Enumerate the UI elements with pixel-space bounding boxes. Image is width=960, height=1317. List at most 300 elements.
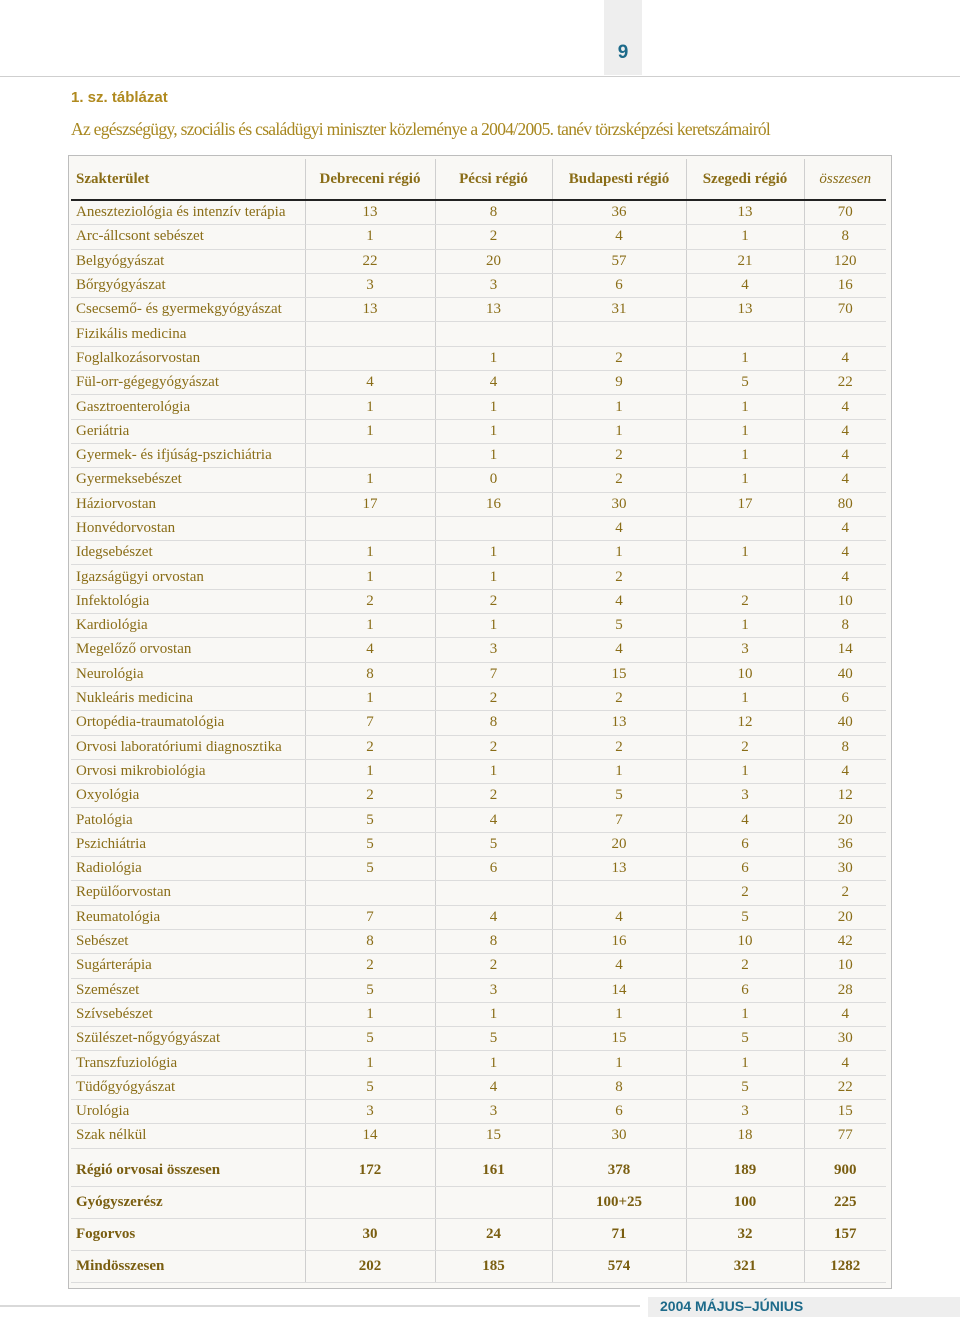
value-cell: 2 bbox=[552, 443, 686, 467]
value-cell: 13 bbox=[686, 298, 804, 322]
table-row bbox=[71, 249, 886, 273]
value-cell: 2 bbox=[305, 954, 435, 978]
table-row bbox=[71, 857, 886, 881]
row-label-cell: Mindösszesen bbox=[71, 1250, 305, 1282]
table-row bbox=[71, 978, 886, 1002]
value-cell: 10 bbox=[804, 589, 886, 613]
value-cell: 57 bbox=[552, 249, 686, 273]
value-cell: 4 bbox=[435, 1075, 552, 1099]
table-body bbox=[71, 200, 886, 1282]
value-cell bbox=[686, 565, 804, 589]
table-row bbox=[71, 225, 886, 249]
value-cell: 157 bbox=[804, 1218, 886, 1250]
value-cell: 1 bbox=[686, 419, 804, 443]
value-cell: 3 bbox=[305, 273, 435, 297]
row-label-cell: Reumatológia bbox=[71, 905, 305, 929]
table-row bbox=[71, 784, 886, 808]
value-cell: 1 bbox=[686, 1002, 804, 1026]
value-cell: 4 bbox=[552, 954, 686, 978]
row-label-cell: Infektológia bbox=[71, 589, 305, 613]
value-cell: 1 bbox=[435, 346, 552, 370]
row-label-cell: Aneszteziológia és intenzív terápia bbox=[71, 200, 305, 225]
table-header-row bbox=[71, 159, 886, 200]
row-label-cell: Arc-állcsont sebészet bbox=[71, 225, 305, 249]
value-cell bbox=[435, 322, 552, 346]
summary-row bbox=[71, 1218, 886, 1250]
value-cell: 5 bbox=[305, 808, 435, 832]
value-cell: 0 bbox=[435, 468, 552, 492]
value-cell: 20 bbox=[435, 249, 552, 273]
summary-row bbox=[71, 1155, 886, 1187]
value-cell: 8 bbox=[435, 711, 552, 735]
value-cell: 2 bbox=[686, 735, 804, 759]
table-row bbox=[71, 1002, 886, 1026]
value-cell: 1 bbox=[305, 686, 435, 710]
row-label-cell: Urológia bbox=[71, 1099, 305, 1123]
value-cell: 225 bbox=[804, 1186, 886, 1218]
value-cell: 2 bbox=[686, 589, 804, 613]
value-cell: 14 bbox=[804, 638, 886, 662]
col-header-osszesen: összesen bbox=[804, 159, 886, 200]
table-row bbox=[71, 298, 886, 322]
value-cell: 3 bbox=[435, 273, 552, 297]
table-row bbox=[71, 905, 886, 929]
value-cell: 4 bbox=[804, 346, 886, 370]
value-cell: 2 bbox=[435, 225, 552, 249]
col-header-szakterulet: Szakterület bbox=[71, 159, 305, 200]
value-cell: 2 bbox=[305, 589, 435, 613]
value-cell: 185 bbox=[435, 1250, 552, 1282]
row-label-cell: Radiológia bbox=[71, 857, 305, 881]
value-cell: 40 bbox=[804, 711, 886, 735]
value-cell: 5 bbox=[305, 1075, 435, 1099]
table-row bbox=[71, 614, 886, 638]
value-cell: 3 bbox=[686, 1099, 804, 1123]
value-cell: 1 bbox=[435, 614, 552, 638]
row-label-cell: Fizikális medicina bbox=[71, 322, 305, 346]
value-cell: 4 bbox=[686, 273, 804, 297]
table-row bbox=[71, 662, 886, 686]
value-cell: 71 bbox=[552, 1218, 686, 1250]
value-cell: 30 bbox=[305, 1218, 435, 1250]
row-label-cell: Nukleáris medicina bbox=[71, 686, 305, 710]
value-cell: 1 bbox=[686, 686, 804, 710]
value-cell: 1 bbox=[435, 759, 552, 783]
row-label-cell: Patológia bbox=[71, 808, 305, 832]
value-cell: 1 bbox=[552, 1002, 686, 1026]
row-label-cell: Tüdőgyógyászat bbox=[71, 1075, 305, 1099]
row-label-cell: Szülészet-nőgyógyászat bbox=[71, 1027, 305, 1051]
value-cell: 2 bbox=[686, 954, 804, 978]
value-cell: 4 bbox=[804, 516, 886, 540]
row-label-cell: Oxyológia bbox=[71, 784, 305, 808]
value-cell: 1 bbox=[552, 759, 686, 783]
table-row bbox=[71, 371, 886, 395]
table-row bbox=[71, 200, 886, 225]
value-cell: 13 bbox=[305, 298, 435, 322]
value-cell: 12 bbox=[804, 784, 886, 808]
value-cell: 1 bbox=[305, 614, 435, 638]
value-cell: 1 bbox=[435, 443, 552, 467]
value-cell: 13 bbox=[686, 200, 804, 225]
value-cell: 6 bbox=[552, 1099, 686, 1123]
value-cell bbox=[305, 881, 435, 905]
value-cell: 100 bbox=[686, 1186, 804, 1218]
value-cell: 8 bbox=[804, 735, 886, 759]
value-cell: 4 bbox=[804, 565, 886, 589]
value-cell: 2 bbox=[435, 589, 552, 613]
row-label-cell: Csecsemő- és gyermekgyógyászat bbox=[71, 298, 305, 322]
value-cell: 4 bbox=[552, 516, 686, 540]
value-cell: 30 bbox=[804, 857, 886, 881]
table-row bbox=[71, 1075, 886, 1099]
value-cell: 30 bbox=[552, 492, 686, 516]
value-cell: 17 bbox=[686, 492, 804, 516]
row-label-cell: Gyermek- és ifjúság-pszichiátria bbox=[71, 443, 305, 467]
page-number: 9 bbox=[617, 42, 629, 63]
value-cell: 4 bbox=[552, 225, 686, 249]
value-cell: 4 bbox=[804, 419, 886, 443]
value-cell: 40 bbox=[804, 662, 886, 686]
row-label-cell: Fogorvos bbox=[71, 1218, 305, 1250]
header-rule bbox=[0, 76, 960, 77]
value-cell: 15 bbox=[804, 1099, 886, 1123]
value-cell: 1 bbox=[686, 395, 804, 419]
value-cell: 1 bbox=[305, 759, 435, 783]
table-row bbox=[71, 1027, 886, 1051]
value-cell: 20 bbox=[804, 808, 886, 832]
row-label-cell: Foglalkozásorvostan bbox=[71, 346, 305, 370]
value-cell: 24 bbox=[435, 1218, 552, 1250]
value-cell: 10 bbox=[804, 954, 886, 978]
value-cell: 2 bbox=[804, 881, 886, 905]
value-cell: 13 bbox=[305, 200, 435, 225]
row-label-cell: Neurológia bbox=[71, 662, 305, 686]
table-row bbox=[71, 759, 886, 783]
value-cell: 42 bbox=[804, 929, 886, 953]
value-cell: 7 bbox=[305, 905, 435, 929]
value-cell bbox=[435, 1186, 552, 1218]
table-row bbox=[71, 808, 886, 832]
value-cell: 2 bbox=[686, 881, 804, 905]
value-cell: 70 bbox=[804, 298, 886, 322]
value-cell: 1 bbox=[305, 395, 435, 419]
table-row bbox=[71, 832, 886, 856]
value-cell: 14 bbox=[305, 1124, 435, 1148]
value-cell: 22 bbox=[804, 1075, 886, 1099]
value-cell: 36 bbox=[804, 832, 886, 856]
value-cell bbox=[435, 516, 552, 540]
value-cell: 8 bbox=[804, 225, 886, 249]
row-label-cell: Szak nélkül bbox=[71, 1124, 305, 1148]
value-cell: 1 bbox=[686, 1051, 804, 1075]
value-cell: 1 bbox=[435, 1051, 552, 1075]
value-cell: 4 bbox=[552, 905, 686, 929]
value-cell: 2 bbox=[552, 735, 686, 759]
value-cell bbox=[435, 881, 552, 905]
value-cell: 4 bbox=[804, 443, 886, 467]
row-label-cell: Geriátria bbox=[71, 419, 305, 443]
value-cell: 16 bbox=[435, 492, 552, 516]
value-cell: 3 bbox=[305, 1099, 435, 1123]
row-label-cell: Háziorvostan bbox=[71, 492, 305, 516]
value-cell: 13 bbox=[435, 298, 552, 322]
value-cell: 189 bbox=[686, 1155, 804, 1187]
value-cell: 321 bbox=[686, 1250, 804, 1282]
value-cell bbox=[804, 322, 886, 346]
value-cell: 4 bbox=[305, 638, 435, 662]
value-cell: 12 bbox=[686, 711, 804, 735]
table-title: Az egészségügy, szociális és családügyi miniszter közleménye a 2004/2005. tanév törzsképzési keretszámairól bbox=[71, 119, 771, 139]
table-row bbox=[71, 419, 886, 443]
value-cell: 900 bbox=[804, 1155, 886, 1187]
value-cell: 1 bbox=[305, 468, 435, 492]
col-header-pecsi: Pécsi régió bbox=[435, 159, 552, 200]
value-cell: 17 bbox=[305, 492, 435, 516]
value-cell: 4 bbox=[435, 808, 552, 832]
value-cell bbox=[686, 516, 804, 540]
value-cell: 1 bbox=[305, 565, 435, 589]
value-cell: 1 bbox=[686, 443, 804, 467]
value-cell: 1282 bbox=[804, 1250, 886, 1282]
value-cell bbox=[686, 322, 804, 346]
table-row bbox=[71, 954, 886, 978]
value-cell: 8 bbox=[552, 1075, 686, 1099]
value-cell: 13 bbox=[552, 711, 686, 735]
row-label-cell: Bőrgyógyászat bbox=[71, 273, 305, 297]
row-label-cell: Gyógyszerész bbox=[71, 1186, 305, 1218]
value-cell: 1 bbox=[686, 541, 804, 565]
value-cell: 5 bbox=[686, 905, 804, 929]
value-cell: 2 bbox=[552, 565, 686, 589]
summary-row bbox=[71, 1186, 886, 1218]
value-cell: 3 bbox=[435, 978, 552, 1002]
value-cell: 2 bbox=[305, 735, 435, 759]
value-cell: 5 bbox=[686, 371, 804, 395]
table-label: 1. sz. táblázat bbox=[71, 89, 168, 106]
row-label-cell: Repülőorvostan bbox=[71, 881, 305, 905]
value-cell: 80 bbox=[804, 492, 886, 516]
value-cell: 31 bbox=[552, 298, 686, 322]
value-cell: 3 bbox=[435, 638, 552, 662]
value-cell: 32 bbox=[686, 1218, 804, 1250]
value-cell: 77 bbox=[804, 1124, 886, 1148]
table-row bbox=[71, 1124, 886, 1148]
value-cell: 161 bbox=[435, 1155, 552, 1187]
value-cell: 100+25 bbox=[552, 1186, 686, 1218]
value-cell: 28 bbox=[804, 978, 886, 1002]
value-cell: 2 bbox=[435, 735, 552, 759]
table-row bbox=[71, 638, 886, 662]
value-cell: 15 bbox=[552, 1027, 686, 1051]
value-cell: 3 bbox=[435, 1099, 552, 1123]
value-cell: 1 bbox=[686, 759, 804, 783]
row-label-cell: Idegsebészet bbox=[71, 541, 305, 565]
value-cell: 1 bbox=[435, 395, 552, 419]
value-cell: 378 bbox=[552, 1155, 686, 1187]
row-label-cell: Honvédorvostan bbox=[71, 516, 305, 540]
value-cell: 10 bbox=[686, 929, 804, 953]
value-cell: 8 bbox=[435, 929, 552, 953]
value-cell: 4 bbox=[552, 589, 686, 613]
value-cell bbox=[305, 516, 435, 540]
value-cell: 5 bbox=[305, 1027, 435, 1051]
value-cell: 30 bbox=[804, 1027, 886, 1051]
table-row bbox=[71, 686, 886, 710]
value-cell: 1 bbox=[686, 468, 804, 492]
table-row bbox=[71, 1051, 886, 1075]
value-cell: 14 bbox=[552, 978, 686, 1002]
value-cell: 1 bbox=[552, 419, 686, 443]
value-cell: 1 bbox=[552, 1051, 686, 1075]
table-row bbox=[71, 735, 886, 759]
table-row bbox=[71, 346, 886, 370]
value-cell: 18 bbox=[686, 1124, 804, 1148]
value-cell: 202 bbox=[305, 1250, 435, 1282]
value-cell: 8 bbox=[305, 929, 435, 953]
table-row bbox=[71, 541, 886, 565]
col-header-budapesti: Budapesti régió bbox=[552, 159, 686, 200]
value-cell: 3 bbox=[686, 638, 804, 662]
value-cell: 10 bbox=[686, 662, 804, 686]
value-cell bbox=[552, 322, 686, 346]
value-cell: 1 bbox=[305, 1002, 435, 1026]
value-cell: 2 bbox=[552, 346, 686, 370]
table-row bbox=[71, 322, 886, 346]
value-cell: 15 bbox=[435, 1124, 552, 1148]
value-cell: 1 bbox=[305, 225, 435, 249]
value-cell: 7 bbox=[435, 662, 552, 686]
value-cell: 2 bbox=[305, 784, 435, 808]
value-cell bbox=[305, 443, 435, 467]
value-cell: 8 bbox=[305, 662, 435, 686]
value-cell: 22 bbox=[804, 371, 886, 395]
row-label-cell: Megelőző orvostan bbox=[71, 638, 305, 662]
value-cell: 1 bbox=[686, 614, 804, 638]
row-label-cell: Gasztroenterológia bbox=[71, 395, 305, 419]
value-cell: 1 bbox=[686, 346, 804, 370]
value-cell: 6 bbox=[804, 686, 886, 710]
table-row bbox=[71, 711, 886, 735]
value-cell: 4 bbox=[435, 371, 552, 395]
row-label-cell: Ortopédia-traumatológia bbox=[71, 711, 305, 735]
value-cell: 6 bbox=[686, 832, 804, 856]
value-cell: 120 bbox=[804, 249, 886, 273]
value-cell: 5 bbox=[305, 857, 435, 881]
value-cell bbox=[305, 322, 435, 346]
value-cell: 6 bbox=[552, 273, 686, 297]
value-cell: 1 bbox=[435, 1002, 552, 1026]
footer-rule bbox=[0, 1305, 640, 1307]
table-row bbox=[71, 395, 886, 419]
value-cell: 21 bbox=[686, 249, 804, 273]
value-cell: 4 bbox=[804, 759, 886, 783]
value-cell: 1 bbox=[686, 225, 804, 249]
value-cell: 2 bbox=[435, 784, 552, 808]
value-cell: 7 bbox=[305, 711, 435, 735]
value-cell bbox=[305, 1186, 435, 1218]
table-row bbox=[71, 273, 886, 297]
value-cell: 70 bbox=[804, 200, 886, 225]
value-cell: 4 bbox=[305, 371, 435, 395]
value-cell: 5 bbox=[686, 1027, 804, 1051]
row-label-cell: Belgyógyászat bbox=[71, 249, 305, 273]
table-row bbox=[71, 929, 886, 953]
value-cell: 5 bbox=[305, 832, 435, 856]
value-cell: 20 bbox=[552, 832, 686, 856]
row-label-cell: Igazságügyi orvostan bbox=[71, 565, 305, 589]
value-cell: 6 bbox=[435, 857, 552, 881]
row-label-cell: Gyermeksebészet bbox=[71, 468, 305, 492]
value-cell: 4 bbox=[804, 395, 886, 419]
value-cell: 1 bbox=[552, 395, 686, 419]
value-cell bbox=[552, 881, 686, 905]
value-cell: 2 bbox=[435, 954, 552, 978]
value-cell: 6 bbox=[686, 857, 804, 881]
col-header-debreceni: Debreceni régió bbox=[305, 159, 435, 200]
col-header-szegedi: Szegedi régió bbox=[686, 159, 804, 200]
value-cell: 1 bbox=[305, 1051, 435, 1075]
value-cell: 1 bbox=[435, 565, 552, 589]
row-label-cell: Szemészet bbox=[71, 978, 305, 1002]
summary-row bbox=[71, 1250, 886, 1282]
value-cell: 5 bbox=[305, 978, 435, 1002]
value-cell: 4 bbox=[435, 905, 552, 929]
table-row bbox=[71, 443, 886, 467]
value-cell: 7 bbox=[552, 808, 686, 832]
row-label-cell: Fül-orr-gégegyógyászat bbox=[71, 371, 305, 395]
row-label-cell: Szívsebészet bbox=[71, 1002, 305, 1026]
value-cell: 36 bbox=[552, 200, 686, 225]
value-cell: 30 bbox=[552, 1124, 686, 1148]
table-row bbox=[71, 589, 886, 613]
value-cell: 574 bbox=[552, 1250, 686, 1282]
row-label-cell: Sugárterápia bbox=[71, 954, 305, 978]
value-cell: 6 bbox=[686, 978, 804, 1002]
value-cell: 16 bbox=[552, 929, 686, 953]
value-cell: 13 bbox=[552, 857, 686, 881]
table-row bbox=[71, 565, 886, 589]
row-label-cell: Régió orvosai összesen bbox=[71, 1155, 305, 1187]
value-cell: 5 bbox=[686, 1075, 804, 1099]
value-cell: 8 bbox=[804, 614, 886, 638]
value-cell: 4 bbox=[686, 808, 804, 832]
value-cell: 22 bbox=[305, 249, 435, 273]
row-label-cell: Pszichiátria bbox=[71, 832, 305, 856]
value-cell: 172 bbox=[305, 1155, 435, 1187]
value-cell: 20 bbox=[804, 905, 886, 929]
table-row bbox=[71, 516, 886, 540]
value-cell bbox=[305, 346, 435, 370]
value-cell: 1 bbox=[435, 541, 552, 565]
row-label-cell: Orvosi mikrobiológia bbox=[71, 759, 305, 783]
table-row bbox=[71, 1099, 886, 1123]
value-cell: 2 bbox=[552, 468, 686, 492]
value-cell: 1 bbox=[305, 419, 435, 443]
value-cell: 5 bbox=[552, 614, 686, 638]
table-row bbox=[71, 468, 886, 492]
value-cell: 4 bbox=[804, 468, 886, 492]
row-label-cell: Transzfuziológia bbox=[71, 1051, 305, 1075]
keretszam-table bbox=[71, 159, 886, 1283]
table-row bbox=[71, 881, 886, 905]
footer-date: 2004 MÁJUS–JÚNIUS bbox=[660, 1298, 804, 1314]
table-row bbox=[71, 492, 886, 516]
value-cell: 4 bbox=[804, 1051, 886, 1075]
value-cell: 16 bbox=[804, 273, 886, 297]
value-cell: 15 bbox=[552, 662, 686, 686]
value-cell: 8 bbox=[435, 200, 552, 225]
